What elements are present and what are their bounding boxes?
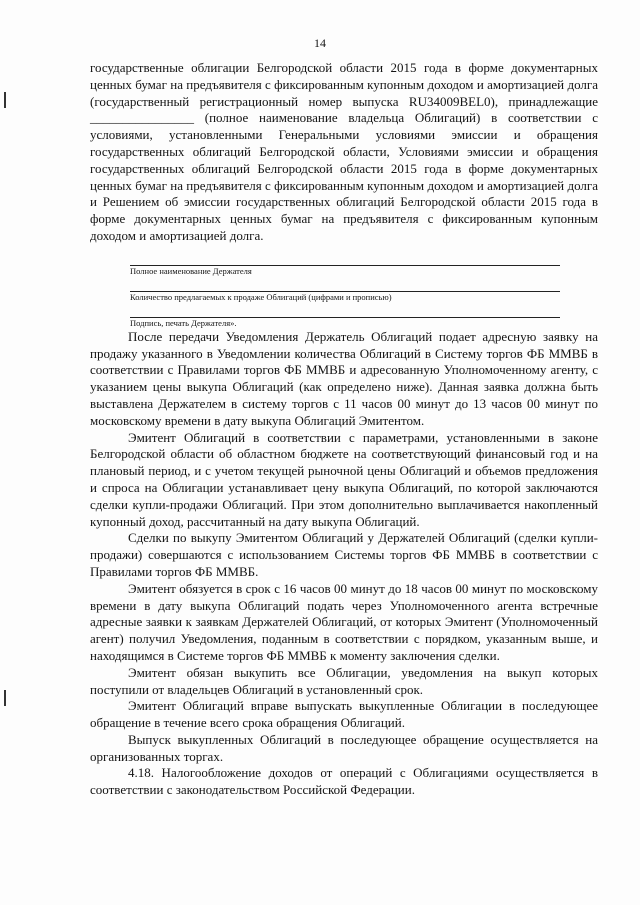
paragraph-counter-orders: Эмитент обязуется в срок с 16 часов 00 минут до 18 часов 00 минут по московскому времени в дату выкупа Облигаций подать через Уполномоченного агента встречные адресные заявки к заявкам Держателей Облигаций, от которых Эмитент (Уполномоченный агент) получил Уведомления, поданным в соответствии с порядком, указанным выше, и находящимся в Системе торгов ФБ ММВБ к моменту заключения сделки.	[90, 580, 598, 663]
quantity-label: Количество предлагаемых к продаже Облигаций (цифрами и прописью)	[130, 291, 392, 302]
paragraph-intro: государственные облигации Белгородской области 2015 года в форме документарных ценных бумаг на предъявителя с фиксированным купонным доходом и амортизацией долга (государственный регистрационный номер выпуска RU34009BEL0), принадлежащие ________________ (полное наименование владельца Облигаций) в соответствии с условиями, установленными Генеральными условиями эмиссии и обращения государственных облигаций Белгородской области, Условиями эмиссии и обращения государственных облигаций Белгородской области 2015 года в форме документарных ценных бумаг на предъявителя с фиксированным купонным доходом и амортизацией долга и Решением об эмиссии государственных облигаций Белгородской области 2015 года в форме документарных ценных бумаг на предъявителя с фиксированным купонным доходом и амортизацией долга.	[90, 60, 598, 243]
signature-line	[130, 303, 560, 318]
paragraph-reissue: Эмитент Облигаций вправе выпускать выкупленные Облигации в последующее обращение в течение всего срока обращения Облигаций.	[90, 698, 598, 731]
paragraph-application: После передачи Уведомления Держатель Облигаций подает адресную заявку на продажу указанного в Уведомлении количества Облигаций в Систему торгов ФБ ММВБ в соответствии с Правилами торгов ФБ ММВБ и адресованную Уполномоченному агенту, с указанием цены выкупа Облигаций (как определено ниже). Данная заявка должна быть выставлена Держателем в систему торгов с 11 часов 00 минут до 13 часов 00 минут по московскому времени в дату выкупа Облигаций Эмитентом.	[90, 328, 598, 428]
paragraph-price: Эмитент Облигаций в соответствии с параметрами, установленными в законе Белгородской области об областном бюджете на соответствующий финансовый год и на плановый период, и с учетом текущей рыночной цены Облигаций и объемов предложения и спроса на Облигации устанавливает цену выкупа Облигаций, по которой заключаются сделки купли-продажи Облигаций. При этом дополнительно выплачивается накопленный купонный доход, рассчитанный на дату выкупа Облигаций.	[90, 429, 598, 529]
quantity-line	[130, 277, 560, 292]
holder-name-label: Полное наименование Держателя	[130, 265, 252, 276]
paragraph-taxation: 4.18. Налогообложение доходов от операций с Облигациями осуществляется в соответствии с законодательством Российской Федерации.	[90, 765, 598, 798]
margin-mark	[4, 92, 6, 108]
holder-name-line	[130, 251, 560, 266]
page-number: 14	[314, 36, 326, 50]
document-body	[90, 60, 598, 799]
signature-label: Подпись, печать Держателя».	[130, 317, 237, 328]
paragraph-organized-trading: Выпуск выкупленных Облигаций в последующее обращение осуществляется на организованных торгах.	[90, 731, 598, 764]
paragraph-deals: Сделки по выкупу Эмитентом Облигаций у Держателей Облигаций (сделки купли-продажи) совершаются с использованием Системы торгов ФБ ММВБ в соответствии с Правилами торгов ФБ ММВБ.	[90, 530, 598, 579]
paragraph-obligation: Эмитент обязан выкупить все Облигации, уведомления на выкуп которых поступили от владельцев Облигаций в установленный срок.	[90, 664, 598, 697]
margin-mark	[4, 690, 6, 706]
